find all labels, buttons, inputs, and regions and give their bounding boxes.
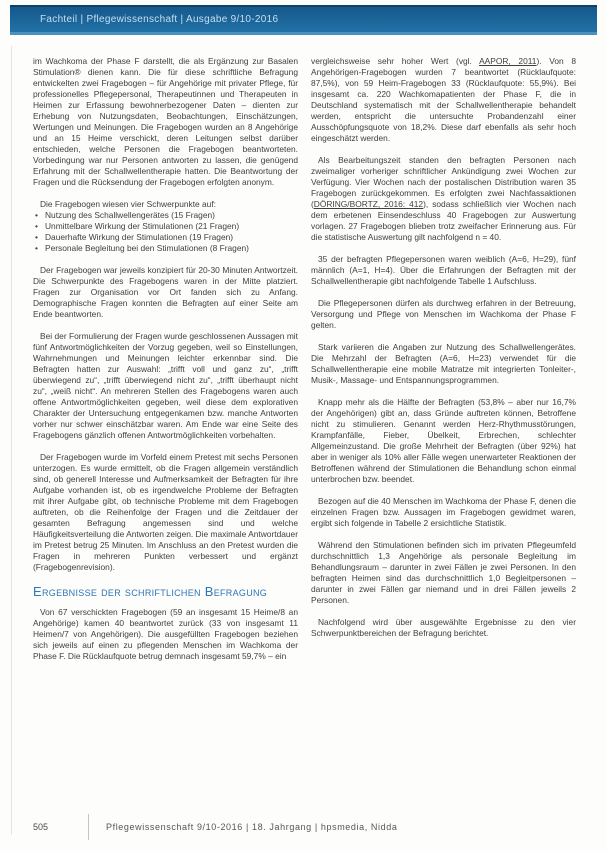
list-item-label: Dauerhafte Wirkung der Stimulationen (19 Fragen) bbox=[45, 232, 234, 242]
paragraph-text: ), sodass schließlich vier Wochen nach dem erbetenen Einsendeschluss 40 Fragebogen zur Auswertung vorlagen. 27 Fragebogen blieben trotz zweifacher Erinnerung aus. Für die statistische Auswertung gilt nachfolgend n = 40. bbox=[311, 199, 577, 242]
page-number: 505 bbox=[33, 822, 49, 832]
paragraph-question-formulation: Bei der Formulierung der Fragen wurde geschlossenen Aussagen mit fünf Antwortmöglichkeiten der Vorzug gegeben, weil so Einstellungen, Wahrnehmungen und Meinungen leichter erkennbar sind. Die Befragten hatten zur Auswahl: „trifft voll und ganz zu“, „trifft überwiegend zu“, „trifft überwiegend nicht zu“, „trifft überhaupt nicht zu“, „weiß nicht“. An mehreren Stellen des Fragebogens waren auch offene Antwortmöglichkeiten gegeben, weil diese dem explorativen Charakter der Untersuchung entgegenkamen bzw. manche Antworten vorher nur schwer einschätzbar waren. Am Ende war eine Seite des Fragebogens gänzlich offenen Antwortmöglichkeiten vorbehalten. bbox=[33, 331, 298, 440]
bullet-icon: • bbox=[35, 232, 38, 242]
footer-divider bbox=[88, 814, 89, 840]
paragraph-caregiver-experience: Die Pflegepersonen dürfen als durchweg erfahren in der Betreuung, Versorgung und Pflege von Menschen im Wachkoma der Phase F gelten. bbox=[311, 298, 576, 330]
paragraph-pretest: Der Fragebogen wurde im Vorfeld einem Pretest mit sechs Personen unterzogen. Es wurde ermittelt, ob die Fragen allgemein verständlich sind, ob generell Interesse und Aufmerksamkeit der Befragten für ihre Aufgabe vorhanden ist, ob es irgendwelche Probleme der Befragten mit ihrer Aufgabe gibt, ob technische Probleme mit dem Fragebogen auftreten, ob die Reihenfolge der Fragen und die Zeitdauer der gesamten Befragung angemessen sind und welche Häufigkeitsverteilung die Antworten zeigen. Die maximale Antwortdauer im Pretest betrug 25 Minuten. Im Anschluss an den Pretest wurden die Fragen in mehreren Punkten verbessert und ergänzt (Fragebogenrevision). bbox=[33, 452, 298, 572]
citation-link-aapor[interactable]: AAPOR, 2011 bbox=[479, 56, 537, 66]
paragraph-gender-distribution: 35 der befragten Pflegepersonen waren weiblich (A=6, H=29), fünf männlich (A=1, H=4). Über die Erfahrungen der Befragten mit der Schallwellentherapie gibt nachfolgende Tabelle 1 Aufschluss. bbox=[311, 254, 576, 286]
list-item-label: Nutzung des Schallwellengerätes (15 Fragen) bbox=[45, 210, 215, 220]
paragraph-text: vergleichsweise sehr hoher Wert (vgl. bbox=[311, 56, 480, 66]
paragraph-contraindications: Knapp mehr als die Hälfte der Befragten (53,8% – aber nur 16,7% der Angehörigen) gibt an, dass Gründe auftreten können, Betroffene nicht zu stimulieren. Genannt werden Herz-Rhythmusstörungen, Krampfanfälle, Fieber, Übelkeit, Erbrechen, schlechter Allgemeinzustand. Die große Mehrheit der Befragten (über 92%) hat aber in weniger als 10% aller Fälle wegen unerwarteter Reaktionen der Betroffenen während der Stimulationen die Behandlung schon einmal unterbrochen bzw. beendet. bbox=[311, 397, 576, 484]
left-column bbox=[33, 56, 298, 673]
paragraph-processing-time bbox=[311, 155, 576, 243]
paragraph-response-rate: Von 67 verschickten Fragebogen (59 an insgesamt 15 Heime/8 an Angehörige) kamen 40 beantwortet zurück (33 von insgesamt 11 Heimen/7 von Angehörigen). Die ausgefüllten Fragebogen beziehen sich jeweils auf einen zu pflegenden Menschen im Wachkoma der Phase F. Die Rücklaufquote betrug demnach insgesamt 59,7% – ein bbox=[33, 607, 298, 661]
article-body bbox=[33, 56, 576, 673]
list-item-label: Personale Begleitung bei den Stimulationen (8 Fragen) bbox=[45, 243, 249, 253]
bullet-icon: • bbox=[35, 221, 38, 231]
paragraph-list-intro: Die Fragebogen wiesen vier Schwerpunkte auf: bbox=[40, 199, 216, 209]
page-edge-line bbox=[11, 46, 12, 835]
list-item bbox=[33, 210, 298, 221]
paragraph-personal-accompaniment: Während den Stimulationen befinden sich im privaten Pflegeumfeld durchschnittlich 1,3 Angehörige als personale Begleitung im Behandlungsraum – darunter in zwei Fällen je zwei Personen. In den befragten Heimen sind das durchschnittlich 1,0 Begleitpersonen – darunter in zwei Fällen gar niemand und in drei Fällen jeweils 2 Personen. bbox=[311, 540, 576, 605]
list-item bbox=[33, 243, 298, 254]
paragraph-intro-study: im Wachkoma der Phase F darstellt, die als Ergänzung zur Basalen Stimulation® dienen kann. Die für diese schriftliche Befragung entwickelten zwei Fragebogen – für Angehörige mit privater Pflege, für professionelles Pflegepersonal, Therapeutinnen und Therapeuten in Heimen zur Erfassung bewohnerbezogener Daten – dienten zur Erhebung von Nutzungsdaten, Beobachtungen, Einschätzungen, Wertungen und Meinungen. Die Fragebogen wurden an 8 Angehörige und an 15 Heime verschickt, deren Leitungen selbst darüber entschieden, welche Personen die Fragebogen beantworteten. Vorbedingung war nur Personen antworten zu lassen, die genügend Erfahrung mit der Schallwellentherapie hatten. Die Beantwortung der Fragen und die Rücksendung der Fragebogen erfolgten anonym. bbox=[33, 56, 298, 187]
section-heading-results: Ergebnisse der schriftlichen Befragung bbox=[33, 584, 268, 599]
journal-footer-text: Pflegewissenschaft 9/10-2016 | 18. Jahrgang | hpsmedia, Nidda bbox=[106, 822, 398, 832]
paragraph-response-value bbox=[311, 56, 576, 144]
page-footer bbox=[33, 812, 397, 842]
bullet-icon: • bbox=[35, 210, 38, 220]
paragraph-statistics-table2: Bezogen auf die 40 Menschen im Wachkoma der Phase F, denen die einzelnen Fragen bzw. Aussagen im Fragebogen gewidmet waren, ergibt sich folgende in Tabelle 2 ersichtliche Statistik. bbox=[311, 496, 576, 528]
focus-points-list bbox=[33, 210, 298, 254]
list-item-label: Unmittelbare Wirkung der Stimulationen (21 Fragen) bbox=[45, 221, 240, 231]
paragraph-following-results: Nachfolgend wird über ausgewählte Ergebnisse zu den vier Schwerpunktbereichen der Befragung berichtet. bbox=[311, 617, 576, 638]
paragraph-text: ). Von 8 Angehörigen-Fragebogen wurden 7 beantwortet (Rücklaufquote: 87,5%), von 59 Heim-Fragebogen 33 (Rücklaufquote: 55,9%). Bei insgesamt ca. 220 Wachkomapatienten der Phase F, die in Deutschland systematisch mit der Schallwellentherapie behandelt werden, entspricht die untersuchte Probandenzahl einer Ausschöpfungsquote von 18,2%. Diese darf ebenfalls als sehr hoch eingeschätzt werden. bbox=[311, 56, 576, 143]
list-item bbox=[33, 221, 298, 232]
journal-header-text: Fachteil | Pflegewissenschaft | Ausgabe 9/10-2016 bbox=[40, 14, 279, 25]
paragraph-questionnaire-design: Der Fragebogen war jeweils konzipiert für 20-30 Minuten Antwortzeit. Die Schwerpunkte des Fragebogens waren in der Mitte platziert. Fragen zur Organisation vor Ort fanden sich zu Anfang. Demographische Fragen konnten die Befragten auf einer Seite am Ende beantworten. bbox=[33, 265, 298, 319]
citation-link-doering-bortz[interactable]: DÖRING/BORTZ, 2016: 412 bbox=[313, 199, 424, 209]
journal-header-bar bbox=[10, 5, 597, 35]
paragraph-device-usage: Stark variieren die Angaben zur Nutzung des Schallwellengerätes. Die Mehrzahl der Befragten (A=6, H=23) verwendet für die Schallwellentherapie eine mobile Matratze mit integrierten Tonleiter-, Musik-, Massage- und Entspannungsprogrammen. bbox=[311, 342, 576, 385]
right-column bbox=[311, 56, 576, 673]
bullet-icon: • bbox=[35, 243, 38, 253]
list-item bbox=[33, 232, 298, 243]
paragraph-text: Als Bearbeitungszeit standen den befragten Personen nach zweimaliger vorheriger schriftlicher Ankündigung zwei Wochen zur Verfügung. Vier Wochen nach der postalischen Distribution waren 35 Fragebogen zurückgekommen. Es erfolgten zwei Nachfassaktionen ( bbox=[311, 155, 576, 209]
